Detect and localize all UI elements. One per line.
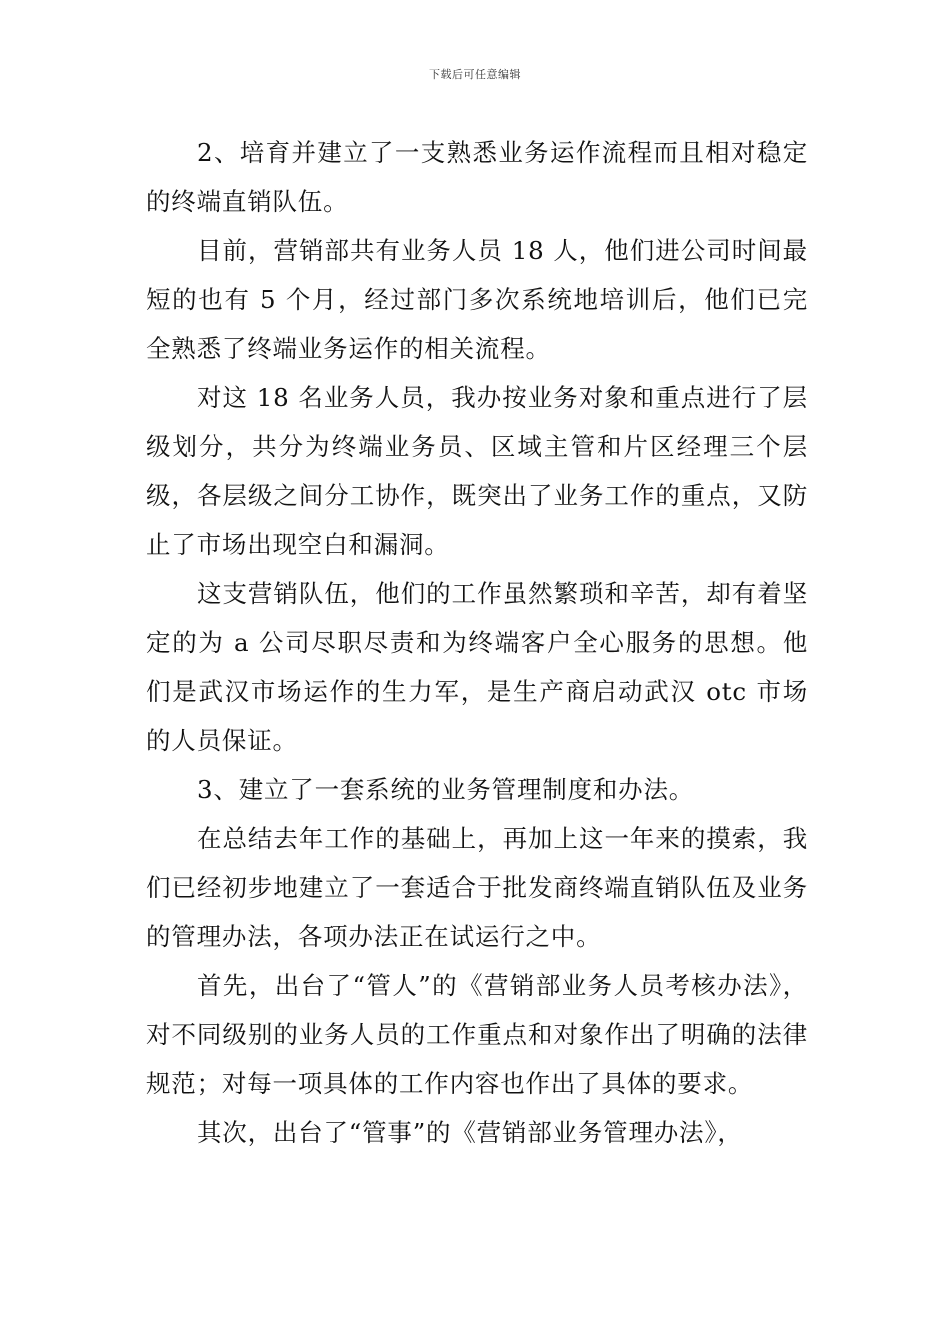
page-header: 下载后可任意编辑 xyxy=(429,68,521,81)
paragraph: 这支营销队伍，他们的工作虽然繁琐和辛苦，却有着坚定的为 a 公司尽职尽责和为终端客户全心服务的思想。他们是武汉市场运作的生力军，是生产商启动武汉 otc 市场的人员保证。 xyxy=(146,579,808,755)
paragraph: 对这 18 名业务人员，我办按业务对象和重点进行了层级划分，共分为终端业务员、区域主管和片区经理三个层级，各层级之间分工协作，既突出了业务工作的重点，又防止了市场出现空白和漏洞。 xyxy=(146,383,808,559)
paragraph: 首先，出台了“管人”的《营销部业务人员考核办法》，对不同级别的业务人员的工作重点和对象作出了明确的法律规范；对每一项具体的工作内容也作出了具体的要求。 xyxy=(146,971,808,1098)
paragraph: 2、培育并建立了一支熟悉业务运作流程而且相对稳定的终端直销队伍。 xyxy=(146,138,808,216)
paragraph: 在总结去年工作的基础上，再加上这一年来的摸索，我们已经初步地建立了一套适合于批发商终端直销队伍及业务的管理办法，各项办法正在试运行之中。 xyxy=(146,824,808,951)
paragraph: 其次，出台了“管事”的《营销部业务管理办法》， xyxy=(197,1118,743,1147)
paragraph: 3、建立了一套系统的业务管理制度和办法。 xyxy=(197,775,695,804)
paragraph: 目前，营销部共有业务人员 18 人，他们进公司时间最短的也有 5 个月，经过部门多次系统地培训后，他们已完全熟悉了终端业务运作的相关流程。 xyxy=(146,236,808,363)
document-body xyxy=(146,128,808,1157)
